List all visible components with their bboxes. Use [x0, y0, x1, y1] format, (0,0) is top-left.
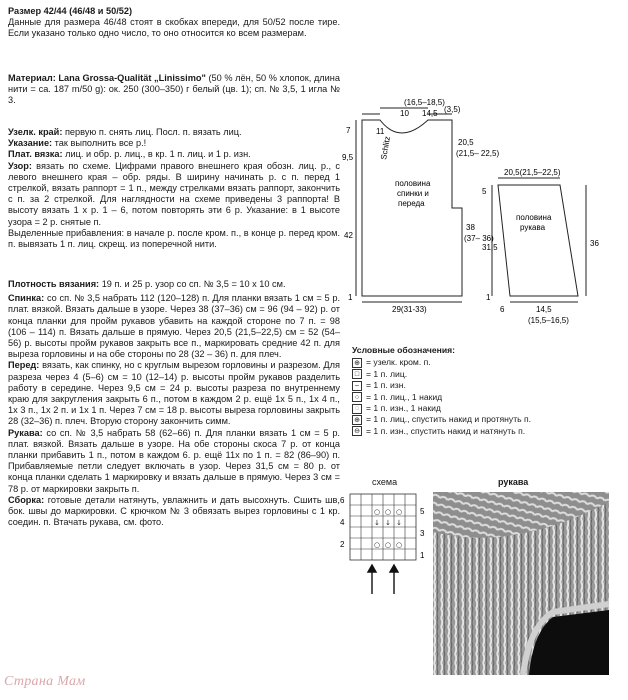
edge-body: первую п. снять лиц. Посл. п. вязать лиц.: [64, 127, 242, 137]
knit-yarnover-icon: ○: [352, 392, 362, 402]
sleeve-photo-title: рукава: [498, 477, 529, 487]
edge-stitch-icon: ⊕: [352, 358, 362, 368]
flat-label: Плат. вязка:: [8, 149, 63, 160]
arrow-icon: [368, 565, 398, 594]
svg-text:↓: ↓: [374, 519, 380, 527]
pattern-extra: Выделенные прибавления: в начале р. после кром. п., в конце р. перед кром. п. вывязать 1 п. лиц. скрещ. из поперечной нити.: [8, 227, 340, 250]
pattern-schematic: [340, 90, 628, 330]
size-section: [8, 6, 340, 40]
svg-text:○: ○: [395, 541, 403, 549]
schematic-sleeve-center1: половина: [516, 213, 552, 222]
back-body: со сп. № 3,5 набрать 112 (120–128) п. Для планки вязать 1 см = 5 р. плат. вязкой. Вязать дальше в узоре. Через 38 (37–36) см = 96 (94 – 92) р. от конца планки для пройм рукавов убавить на каждой стороне по 7 п. = 98 (106 – 114) п. Вязать дальше в прямую. Через 20,5 (21,5–22,5) см = 52 (54–56) р. высоты пройм рукавов закрыть все п., маркировать средние 42 п. для выреза горловины и на обе стороны по 28 (32 – 36) п. для плеч.: [8, 293, 340, 360]
schematic-body-left95: 9,5: [342, 153, 354, 162]
schematic-body-left7: 7: [346, 126, 351, 135]
hint-body: так выполнить все р.!: [54, 138, 147, 149]
schematic-body-armhole: 20,5: [458, 138, 474, 147]
legend-item: ◌ = 1 п. изн., 1 накид: [352, 403, 622, 414]
schematic-body-shoulder: 14,5: [422, 109, 438, 118]
knit-drop-icon: ⊕: [352, 415, 362, 425]
purl-drop-icon: ⊖: [352, 426, 362, 436]
chart-row-3: 3: [420, 529, 425, 538]
schematic-body-top-left: 11: [376, 127, 385, 136]
chart-row-6: 6: [340, 496, 345, 505]
legend-item: ⊕ = узелк. кром. п.: [352, 357, 622, 368]
schematic-sleeve-left315: 31,5: [482, 243, 498, 252]
assembly-label: Сборка:: [8, 494, 45, 505]
assembly-body: готовые детали натянуть, увлажнить и дать высохнуть. Сшить шв, бок. швы до маркировки. С крючком № 3 обвязать вырез горловины с 1 кр. соедин. п. Втачать рукава, см. фото.: [8, 494, 340, 528]
purl-yarnover-icon: ◌: [352, 404, 362, 414]
legend-title: Условные обозначения:: [352, 345, 455, 355]
sleeve-photo: [433, 492, 609, 675]
knit-fabric-image: [433, 492, 609, 675]
chart-row-2: 2: [340, 540, 345, 549]
back-label: Спинка:: [8, 293, 45, 304]
density-body: 19 п. и 25 р. узор со сп. № 3,5 = 10 х 10 см.: [101, 279, 286, 289]
edge-label: Узелк. край:: [8, 127, 63, 137]
pattern-label: Узор:: [8, 160, 32, 171]
svg-text:○: ○: [373, 541, 381, 549]
sleeve-label: Рукава:: [8, 427, 43, 438]
schematic-body-slit: Schlitz: [379, 135, 393, 161]
schematic-body-side38-range: (37– 36): [464, 234, 494, 243]
body-outline: [362, 120, 462, 296]
schematic-body-top-range: (16,5–18,5): [404, 98, 445, 107]
sleeve-body: со сп. № 3,5 набрать 58 (62–66) п. Для планки вязать 1 см = 5 р. плат. вязкой. Вязать дальше в узоре. На обе стороны скоса 7 р. от конца планки прибавить 1 п., потом в каждом 6. р. ещё 11х по 1 п. = 82 (86–90) п. Прибавляемые петли следует включать в узор. Через 31,5 см = 80 р. от конца планки сделать 1 маркировку и вязать дальше в прямую. Через 3 см = 78 р. от маркировки закрыть п.: [8, 427, 340, 494]
pattern-body: вязать по схеме. Цифрами правого внешнего края обозн. лиц. р., с левого внешнего края – обр. ряды. В ширину начинать р. с п. перед 1 стрелкой, вязать раппорт = 1 п., между стрелками вязать раппорт, закончить с п. за 2 стрелкой. Для наглядности на схеме приведены 3 раппорта! В высоту вязать 1 х р. 1 – 6, потом повторять эти 6 р. Указание: в 1 высоте узора = 2 р. снятые п.: [8, 160, 340, 227]
sleeve-outline: [498, 185, 578, 296]
legend-item: ⊕ = 1 п. лиц., спустить накид и протянуть п.: [352, 414, 622, 425]
size-note: Данные для размера 46/48 стоят в скобках впереди, для 50/52 после тире. Если указано только одно число, то оно относится ко всем размерам.: [8, 17, 340, 39]
size-title: Размер 42/44 (46/48 и 50/52): [8, 6, 133, 16]
legend-item: □ = 1 п. лиц.: [352, 369, 622, 380]
legend-item: ⊖ = 1 п. изн., спустить накид и натянуть п.: [352, 426, 622, 437]
svg-text:○: ○: [384, 541, 392, 549]
front-label: Перед:: [8, 360, 40, 371]
material-section: [8, 73, 340, 107]
schematic-body-center3: переда: [398, 199, 425, 208]
svg-text:○: ○: [373, 508, 381, 516]
material-body: (50 % лён, 50 % хлопок, длина нити = ca. 187 m/50 g): ок. 250 (300–350) г белый (цв. 1); сп. № 3,5, 1 игла № 3.: [8, 73, 340, 106]
schema-title: схема: [372, 477, 398, 487]
watermark: Страна Мам: [4, 674, 86, 689]
schematic-sleeve-top: 20,5(21,5–22,5): [504, 168, 561, 177]
schematic-sleeve-left1: 1: [486, 293, 491, 302]
chart-row-4: 4: [340, 518, 345, 527]
schematic-body-left1: 1: [348, 293, 353, 302]
schematic-body-bottom: 29(31-33): [392, 305, 427, 314]
schematic-body-side38: 38: [466, 223, 475, 232]
schematic-sleeve-bottom: 14,5: [536, 305, 552, 314]
legend: [352, 345, 622, 437]
chart-row-5: 5: [420, 507, 425, 516]
schematic-body-center2: спинки и: [397, 189, 429, 198]
schematic-sleeve-range: (15,5–16,5): [528, 316, 569, 325]
stitch-chart: [336, 490, 432, 600]
schematic-sleeve-small: 5: [482, 187, 487, 196]
schematic-sleeve-center2: рукава: [520, 223, 546, 232]
density-label: Плотность вязания:: [8, 279, 100, 289]
schematic-body-neck: 10: [400, 109, 409, 118]
schematic-body-armhole-range: (21,5– 22,5): [456, 149, 500, 158]
schematic-body-small: (3,5): [444, 105, 461, 114]
instructions-section: [8, 279, 340, 528]
material-label: Материал:: [8, 73, 56, 83]
legend-item: – = 1 п. изн.: [352, 380, 622, 391]
material-brand: Lana Grossa-Qualität „Linissimo": [58, 73, 206, 83]
hint-label: Указание:: [8, 138, 53, 149]
schematic-body-center1: половина: [395, 179, 431, 188]
schematic-sleeve-bottom6: 6: [500, 305, 505, 314]
flat-body: лиц. и обр. р. лиц., в кр. 1 п. лиц. и 1 р. изн.: [65, 149, 251, 160]
svg-text:○: ○: [395, 508, 403, 516]
front-body: вязать, как спинку, но с круглым вырезом горловины и разрезом. Для разреза через 4 (5–6) см = 10 (12–14) р. высоты пройм рукавов разделить работу в середине. Через 9,5 см = 24 р. высоты разреза по внутреннему краю для закругления закрыть 6 п., потом в каждом 2 р. ещё 1х 5 п., 1х 4 п., 1х 3 п., 1х 2 п. и 1х 1 п. Через 7 см = 18 р. высоты выреза горловины закрыть 28 (32–36) п. плеч. Вторую сторону закончить симм.: [8, 360, 340, 427]
technique-section: [8, 127, 340, 250]
svg-text:○: ○: [384, 508, 392, 516]
schematic-sleeve-right36: 36: [590, 239, 599, 248]
knit-icon: □: [352, 369, 362, 379]
svg-text:↓: ↓: [385, 519, 391, 527]
legend-item: ○ = 1 п. лиц., 1 накид: [352, 392, 622, 403]
schematic-body-left42: 42: [344, 231, 353, 240]
chart-row-1: 1: [420, 551, 425, 560]
purl-icon: –: [352, 381, 362, 391]
svg-text:↓: ↓: [396, 519, 402, 527]
